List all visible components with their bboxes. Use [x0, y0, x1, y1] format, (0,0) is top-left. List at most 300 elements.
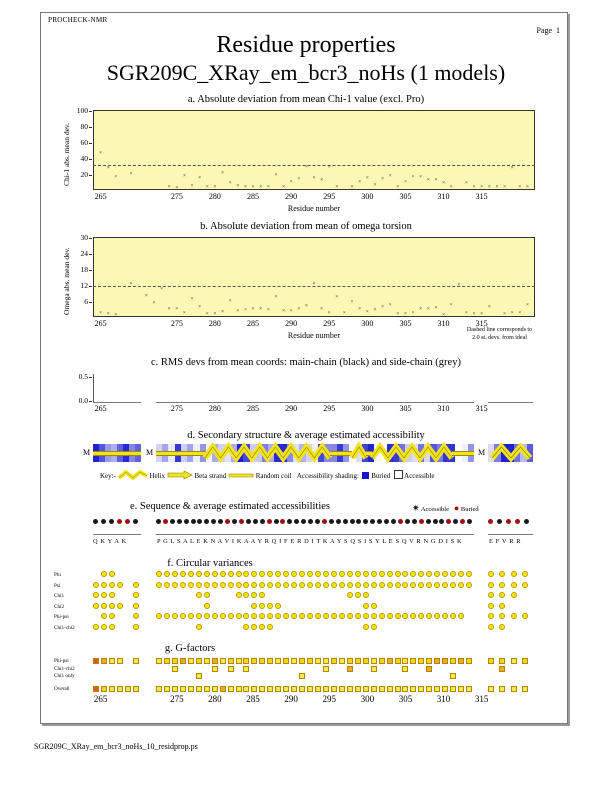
- helix-segment: [372, 444, 452, 462]
- residue-dot-accessible: [184, 519, 189, 524]
- seq-underline-1: [93, 534, 141, 535]
- circular-variance-dot: [402, 582, 408, 588]
- chart-b-point: ×: [487, 304, 491, 311]
- chart-b-point: ×: [518, 309, 522, 316]
- circular-variance-dot: [212, 613, 218, 619]
- gfactor-box: [93, 686, 99, 692]
- program-name: PROCHECK-NMR: [48, 16, 108, 24]
- circular-variance-dot: [156, 613, 162, 619]
- key-helix-label: Helix: [149, 472, 166, 480]
- gfactor-box: [307, 658, 313, 664]
- gfactor-box: [307, 686, 313, 692]
- residue-dot-accessible: [343, 519, 348, 524]
- circular-variance-dot: [188, 582, 194, 588]
- chart-a-point: ×: [518, 184, 522, 191]
- residue-dot-accessible: [253, 519, 258, 524]
- chart-c-xtick-7: 305: [399, 404, 412, 413]
- circular-variance-dot: [196, 624, 202, 630]
- chart-a-point: ×: [274, 172, 278, 179]
- buried-swatch-icon: [362, 472, 369, 479]
- sequence-segment-1: Q K Y A K: [93, 538, 127, 545]
- gfactor-box: [299, 673, 305, 679]
- gfactor-box: [172, 686, 178, 692]
- circular-variance-dot: [371, 624, 377, 630]
- chart-b-xtick-1: 275: [170, 319, 183, 328]
- circular-variance-dot: [196, 571, 202, 577]
- gfactor-box: [511, 686, 517, 692]
- chart-c-trace-seg3: [488, 402, 533, 403]
- chart-a-xtick-9: 315: [475, 192, 488, 201]
- circular-variance-dot: [236, 571, 242, 577]
- chart-a-xtick-1: 275: [170, 192, 183, 201]
- circular-variance-dot: [196, 592, 202, 598]
- chart-b-point: ×: [472, 311, 476, 318]
- chart-b-point: ×: [480, 311, 484, 318]
- panel-f-row-label-2: Chi1: [54, 593, 65, 599]
- circular-variance-dot: [172, 571, 178, 577]
- gfactor-box: [450, 686, 456, 692]
- circular-variance-dot: [307, 571, 313, 577]
- gfactor-box: [347, 658, 353, 664]
- residue-dot-accessible: [191, 519, 196, 524]
- panel-f-row-label-0: Phi: [54, 572, 61, 578]
- chart-b-point: ×: [289, 307, 293, 314]
- circular-variance-dot: [347, 613, 353, 619]
- panel-g-xtick-4: 290: [284, 694, 298, 704]
- gfactor-box: [426, 666, 432, 672]
- chart-a-ytick-4: 20: [66, 170, 88, 179]
- circular-variance-dot: [204, 613, 210, 619]
- chart-a-xtick-6: 300: [361, 192, 374, 201]
- gfactor-box: [395, 658, 401, 664]
- panel-f-row-label-3: Chi2: [54, 603, 65, 610]
- gfactor-box: [101, 686, 107, 692]
- chart-a-point: ×: [411, 174, 415, 180]
- gfactor-box: [355, 658, 361, 664]
- residue-dot-accessible: [170, 519, 175, 524]
- gfactor-box: [236, 658, 242, 664]
- residue-dot-buried: [267, 519, 272, 524]
- chart-b-ylabel: Omega abs. mean dev.: [62, 247, 71, 315]
- circular-variance-dot: [511, 592, 517, 598]
- circular-variance-dot: [323, 571, 329, 577]
- circular-variance-dot: [499, 624, 505, 630]
- chart-b-point: ×: [220, 309, 225, 316]
- gfactor-box: [522, 686, 528, 692]
- circular-variance-dot: [450, 582, 456, 588]
- chart-a-ytick-1: 80: [66, 122, 88, 131]
- circular-variance-dot: [101, 603, 107, 609]
- page-label: Page: [536, 26, 552, 35]
- panel-g-xtick-8: 310: [436, 694, 451, 704]
- chart-a-point: ×: [167, 184, 171, 191]
- gfactor-box: [499, 686, 505, 692]
- chart-a-ytick-3: 40: [66, 154, 88, 163]
- panel-e-key: [412, 503, 479, 514]
- key-buried-label: Buried: [371, 472, 391, 480]
- circular-variance-dot: [410, 582, 416, 588]
- chart-b-point: ×: [464, 309, 468, 316]
- circular-variance-dot: [259, 624, 265, 630]
- gfactor-box: [109, 658, 115, 664]
- circular-variance-dot: [101, 582, 107, 588]
- helix-segment: [492, 444, 530, 462]
- chart-b-point: ×: [243, 307, 247, 314]
- chart-a-point: ×: [350, 183, 354, 190]
- chart-b-point: ×: [228, 298, 232, 305]
- circular-variance-dot: [93, 624, 99, 630]
- panel-f-row-label-4: Phi-psi: [54, 614, 69, 620]
- chart-b-point: ×: [381, 303, 385, 310]
- gfactor-box: [442, 658, 448, 664]
- circular-variance-dot: [488, 613, 494, 619]
- circular-variance-dot: [228, 582, 234, 588]
- gfactor-box: [243, 658, 249, 664]
- residue-dot-buried: [506, 519, 511, 524]
- gfactor-box: [450, 673, 456, 679]
- chart-a-xtick-2: 280: [208, 192, 221, 201]
- circular-variance-dot: [133, 582, 139, 588]
- chart-a-point: ×: [228, 180, 232, 187]
- residue-dot-buried: [239, 519, 244, 524]
- circular-variance-dot: [488, 603, 494, 609]
- chart-a-point: ×: [175, 185, 179, 192]
- chart-a-point: ×: [190, 182, 194, 189]
- chart-c-xtick-3: 285: [247, 404, 260, 413]
- chart-b-point: ×: [129, 281, 133, 287]
- chart-a-point: ×: [251, 184, 255, 191]
- circular-variance-dot: [347, 582, 353, 588]
- chart-c-xtick-4: 290: [285, 404, 298, 413]
- chart-a-point: ×: [114, 174, 118, 180]
- random-coil-segment: [452, 451, 474, 456]
- panel-g-row-label-2: Chi1 only: [54, 673, 75, 679]
- gfactor-box: [387, 658, 393, 664]
- gfactor-box: [339, 658, 345, 664]
- circular-variance-dot: [339, 571, 345, 577]
- circular-variance-dot: [522, 613, 528, 619]
- chart-a-point: ×: [236, 182, 240, 189]
- chart-a-point: ×: [266, 184, 270, 191]
- gfactor-box: [212, 686, 218, 692]
- gfactor-box: [488, 686, 494, 692]
- gfactor-box: [196, 686, 202, 692]
- gfactor-box: [323, 666, 329, 672]
- gfactor-box: [243, 686, 249, 692]
- gfactor-box: [434, 658, 440, 664]
- gfactor-box: [466, 658, 472, 664]
- gfactor-box: [458, 686, 464, 692]
- page-title: Residue properties: [216, 32, 396, 58]
- circular-variance-dot: [251, 603, 257, 609]
- key-shading-label: Accessibility shading:: [296, 472, 359, 480]
- chart-b-point: ×: [175, 305, 179, 312]
- panel-f-title: f. Circular variances: [167, 558, 253, 569]
- residue-dot-accessible: [246, 519, 251, 524]
- circular-variance-dot: [109, 582, 115, 588]
- gfactor-box: [156, 658, 162, 664]
- circular-variance-dot: [315, 613, 321, 619]
- chart-c-xtick-2: 280: [208, 404, 221, 413]
- residue-dot-accessible: [336, 519, 341, 524]
- circular-variance-dot: [204, 582, 210, 588]
- random-coil-segment: [330, 451, 352, 456]
- chart-a-threshold-line: [93, 165, 535, 166]
- chart-b-point: ×: [388, 302, 392, 309]
- circular-variance-dot: [363, 582, 369, 588]
- chart-b-point: ×: [396, 311, 400, 318]
- chart-a-point: ×: [426, 177, 430, 184]
- circular-variance-dot: [236, 592, 242, 598]
- circular-variance-dot: [164, 582, 170, 588]
- chart-a-point: ×: [198, 174, 202, 181]
- gfactor-box: [511, 658, 517, 664]
- chart-a-point: ×: [480, 184, 484, 191]
- chart-b-xtick-2: 280: [208, 319, 221, 328]
- chart-b-point: ×: [190, 295, 194, 302]
- circular-variance-dot: [363, 603, 369, 609]
- circular-variance-dot: [466, 571, 472, 577]
- circular-variance-dot: [188, 613, 194, 619]
- circular-variance-dot: [228, 613, 234, 619]
- circular-variance-dot: [395, 613, 401, 619]
- gfactor-box: [117, 658, 123, 664]
- chart-c-xtick-5: 295: [323, 404, 336, 413]
- chart-a-point: ×: [327, 164, 331, 171]
- chart-b-point: ×: [106, 311, 110, 318]
- circular-variance-dot: [307, 613, 313, 619]
- chart-b-note: [432, 326, 567, 342]
- helix-segment: [205, 444, 330, 462]
- gfactor-box: [371, 666, 377, 672]
- chart-b-ytick-2: 18: [66, 265, 88, 274]
- chart-a-point: ×: [129, 170, 133, 177]
- gfactor-box: [499, 666, 505, 672]
- random-coil-segment: [156, 451, 205, 456]
- chart-b-point: ×: [259, 305, 263, 312]
- chart-a-point: ×: [281, 183, 286, 190]
- chart-b-point: ×: [335, 294, 339, 301]
- chart-b-point: ×: [457, 282, 461, 289]
- chart-b-xtick-9: 315: [475, 319, 488, 328]
- chart-a-point: ×: [320, 177, 324, 184]
- gfactor-box: [371, 686, 377, 692]
- chart-b-point: ×: [213, 311, 217, 318]
- circular-variance-dot: [259, 603, 265, 609]
- gfactor-box: [117, 686, 123, 692]
- circular-variance-dot: [379, 613, 385, 619]
- chart-b-xtick-6: 300: [361, 319, 374, 328]
- gfactor-box: [418, 658, 424, 664]
- circular-variance-dot: [267, 624, 273, 630]
- chart-b-ytick-3: 12: [66, 281, 88, 290]
- chart-b-point: ×: [297, 306, 301, 313]
- chart-b-plot-area: [93, 237, 535, 317]
- chart-a-point: ×: [434, 177, 438, 184]
- sequence-segment-2: P G L S A L E K N A V I K A A Y R Q I F E R D I T K A Y S Q S I S Y L E S Q V R N G D I S K: [157, 538, 463, 545]
- panel-g-xtick-2: 280: [208, 694, 222, 704]
- circular-variance-dot: [236, 582, 242, 588]
- chart-b-point: ×: [441, 311, 446, 318]
- chart-b-point: ×: [251, 306, 255, 313]
- chart-a-xtick-7: 305: [399, 192, 412, 201]
- circular-variance-dot: [363, 592, 369, 598]
- circular-variance-dot: [267, 582, 273, 588]
- chart-b-point: ×: [327, 309, 331, 316]
- chart-a-xtick-4: 290: [285, 192, 298, 201]
- gfactor-box: [180, 658, 186, 664]
- gfactor-box: [172, 666, 178, 672]
- chart-b-point: ×: [281, 308, 286, 315]
- chart-a-point: ×: [99, 150, 103, 156]
- residue-dot-accessible: [412, 519, 417, 524]
- circular-variance-dot: [259, 582, 265, 588]
- panel-a-title: a. Absolute deviation from mean Chi-1 value (excl. Pro): [187, 94, 425, 105]
- chart-b-point: ×: [236, 308, 240, 315]
- chart-c-yaxis: [93, 374, 94, 402]
- chart-a-point: ×: [220, 170, 225, 176]
- chart-c-xtick-6: 300: [361, 404, 374, 413]
- circular-variance-dot: [307, 582, 313, 588]
- residue-dot-accessible: [177, 519, 182, 524]
- circular-variance-dot: [204, 592, 210, 598]
- accessible-swatch-icon: [394, 470, 403, 479]
- gfactor-box: [267, 658, 273, 664]
- chart-b-xtick-0: 265: [94, 319, 107, 328]
- circular-variance-dot: [204, 571, 210, 577]
- circular-variance-dot: [331, 613, 337, 619]
- gfactor-box: [426, 686, 432, 692]
- accessible-dot-icon: ✷: [412, 503, 420, 513]
- residue-dot-accessible: [497, 519, 502, 524]
- gfactor-box: [323, 658, 329, 664]
- gfactor-box: [125, 686, 131, 692]
- gfactor-box: [220, 658, 226, 664]
- residue-dot-accessible: [93, 519, 98, 524]
- circular-variance-dot: [511, 582, 517, 588]
- circular-variance-dot: [101, 571, 107, 577]
- circular-variance-dot: [275, 582, 281, 588]
- residue-dot-accessible: [133, 519, 138, 524]
- gfactor-box: [387, 686, 393, 692]
- circular-variance-dot: [355, 571, 361, 577]
- gfactor-box: [164, 686, 170, 692]
- chart-b-xtick-4: 290: [285, 319, 298, 328]
- residue-dot-accessible: [260, 519, 265, 524]
- circular-variance-dot: [172, 613, 178, 619]
- chart-b-xtick-5: 295: [323, 319, 336, 328]
- chart-a-point: ×: [297, 176, 301, 183]
- circular-variance-dot: [156, 571, 162, 577]
- circular-variance-dot: [387, 582, 393, 588]
- buried-dot-icon: ●: [453, 503, 460, 513]
- gfactor-box: [410, 686, 416, 692]
- circular-variance-dot: [109, 624, 115, 630]
- chart-c-trace-seg1: [93, 402, 141, 403]
- gfactor-box: [355, 686, 361, 692]
- chart-c-xtick-9: 315: [475, 404, 488, 413]
- chart-a-point: ×: [502, 183, 507, 190]
- gfactor-box: [363, 686, 369, 692]
- circular-variance-dot: [93, 592, 99, 598]
- circular-variance-dot: [442, 582, 448, 588]
- chart-b-point: ×: [434, 304, 438, 311]
- chain-start-marker: M: [146, 448, 154, 457]
- chart-b-ytick-0: 30: [66, 233, 88, 242]
- chart-a-xtick-8: 310: [437, 192, 450, 201]
- gfactor-box: [243, 666, 249, 672]
- gfactor-box: [196, 658, 202, 664]
- circular-variance-dot: [347, 592, 353, 598]
- gfactor-box: [315, 686, 321, 692]
- chart-b-point: ×: [403, 310, 407, 317]
- gfactor-box: [228, 686, 234, 692]
- gfactor-box: [180, 686, 186, 692]
- circular-variance-dot: [243, 624, 249, 630]
- residue-dot-accessible: [315, 519, 320, 524]
- chart-b-point: ×: [411, 309, 415, 316]
- panel-g-xtick-7: 305: [398, 694, 413, 704]
- circular-variance-dot: [331, 582, 337, 588]
- circular-variance-dot: [180, 613, 186, 619]
- gfactor-box: [228, 658, 234, 664]
- chart-c-xtick-0: 265: [94, 404, 107, 413]
- residue-dot-accessible: [433, 519, 438, 524]
- chart-b-point: ×: [144, 293, 148, 299]
- chart-a-xtick-5: 295: [323, 192, 336, 201]
- key-coil-label: Random coil: [255, 472, 292, 480]
- gfactor-box: [172, 658, 178, 664]
- panel-g-row-label-1: Chi1-chi2: [54, 665, 75, 672]
- chart-b-point: ×: [342, 310, 347, 317]
- chart-a-ylabel: Chi-1 abs. mean dev.: [62, 122, 71, 186]
- gfactor-box: [291, 658, 297, 664]
- circular-variance-dot: [220, 571, 226, 577]
- circular-variance-dot: [466, 582, 472, 588]
- chart-a-point: ×: [525, 184, 529, 191]
- gfactor-box: [204, 686, 210, 692]
- chart-b-point: ×: [502, 311, 507, 318]
- chart-b-xtick-7: 305: [399, 319, 412, 328]
- circular-variance-dot: [363, 571, 369, 577]
- circular-variance-dot: [434, 582, 440, 588]
- chart-b-point: ×: [449, 302, 453, 309]
- chart-a-point: ×: [213, 184, 217, 191]
- chart-a-point: ×: [403, 178, 407, 185]
- chart-b-point: ×: [419, 305, 423, 312]
- gfactor-box: [410, 658, 416, 664]
- circular-variance-dot: [164, 571, 170, 577]
- chart-b-point: ×: [167, 306, 171, 313]
- gfactor-box: [402, 686, 408, 692]
- circular-variance-dot: [101, 613, 107, 619]
- circular-variance-dot: [93, 582, 99, 588]
- circular-variance-dot: [220, 613, 226, 619]
- key-accessible-label: Accessible: [404, 472, 435, 480]
- chart-b-point: ×: [198, 303, 202, 310]
- circular-variance-dot: [172, 582, 178, 588]
- chart-c-xtick-1: 275: [170, 404, 183, 413]
- chain-start-marker: M: [83, 448, 91, 457]
- chart-a-point: ×: [182, 173, 186, 180]
- gfactor-box: [299, 686, 305, 692]
- chart-a-point: ×: [365, 174, 369, 181]
- chart-a-point: ×: [495, 184, 499, 191]
- circular-variance-dot: [291, 582, 297, 588]
- chart-a-point: ×: [396, 183, 400, 190]
- gfactor-box: [450, 658, 456, 664]
- gfactor-box: [196, 673, 202, 679]
